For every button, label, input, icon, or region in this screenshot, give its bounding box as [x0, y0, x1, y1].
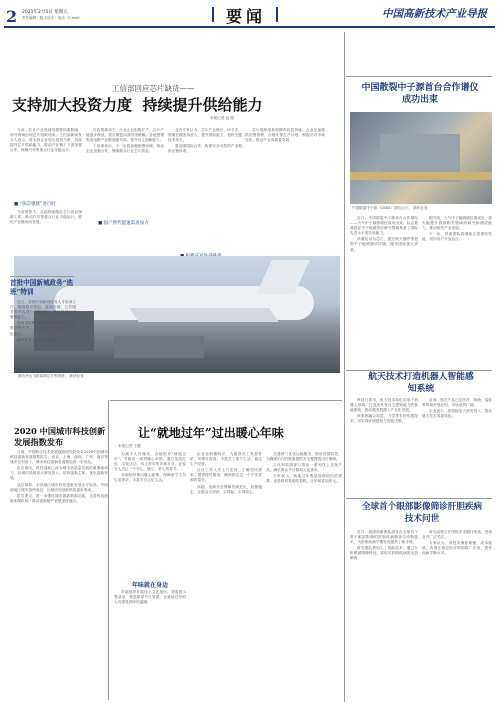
masthead-editor-line: 责任编辑 · 版式设计 · 电话 · E-mail [22, 16, 80, 20]
right-story1-photo [350, 112, 492, 204]
side-left-body: 近日，多地开展新城政务人才培训工作，围绕数字政府、营商环境、公共服务等内容进行专题培训，提升基层干部履职能力。 培训采取集中授课、案例教学、现场教学等方式，进一步提升干部队伍专业化能力。 新华社发 新华社记者 摄 [10, 300, 76, 342]
lead-body-col2: 在政策推动下，行业企业积极扩产，芯片产能逐步释放，供应紧张局面有望缓解。各地围绕集成电路产业链加强布局，提升自主创新能力。 工信部表示，下一步将加强统筹协调，推动企业加强合作，保障重点行业芯片供应。 [86, 128, 164, 154]
lead-kicker: 工信部回应芯片缺货—— [112, 84, 195, 93]
cargo-cart [114, 336, 204, 358]
center-body-col3: 交通部门优化运输服务，做好疫情防控，为确需出行的旅客提供安全便捷的出行保障。 文化和旅游部门推出一系列线上文化产品，满足群众节日精神文化需求。 专家表示，就地过年既是疫情防控的需要，也是移风易俗的契机，让年味更加多元。 [266, 452, 342, 484]
center-headline: 让“就地过年”过出暖心年味 [138, 426, 284, 440]
column-divider-left [108, 400, 109, 700]
center-subhead: 年味就在身边 [132, 582, 169, 589]
lead-body-col1-b: 当前形势下，各地持续做好芯片供应保障工作，推动汽车等重点行业平稳运行，强化产业链协同发展。 [10, 210, 82, 225]
left-sidebar-rule [10, 276, 74, 277]
column-divider-right [344, 32, 345, 702]
right-story3-rule [346, 498, 492, 499]
section-bracket-right [276, 7, 278, 22]
right-story3-body-1: 近日，我国科研团队研发出全球首个基于眼部影像的肝胆疾病筛查与诊断技术，为肝胆疾病早期发现提供了新手段。 研究团队利用人工智能技术，通过分析眼部图像特征，实现对肝胆疾病的无创筛查。 [350, 530, 418, 561]
center-body-col1-b: 多地组织开展线上文艺演出、非遗展示等活动，营造浓厚节日氛围，让就地过年的人们感受到家的温暖。 [114, 590, 186, 605]
side-bottom-left-body-1: 日前，中国科学技术发展战略研究院发布2020中国城市科技创新发展指数报告，北京、上海、深圳、广州、南京等城市位列前十，城市科技创新发展格局进一步优化。 报告指出，科技创新已成为城市高质量发展的重要驱动力，各城市持续加大研发投入，培育创新主体，优化创新环境。 从区域看，东部地区城市科技创新发展水平较高，中西部地区城市加快追赶，区域协同创新格局逐步形成。 报告建议，进一步强化城市创新策源功能，完善科技创新体制机制，推动创新链产业链深度融合。 [10, 450, 108, 503]
masthead-brand: 中国高新技术产业导报 [382, 8, 487, 20]
lead-body-col4: 芯片短缺现象短期内仍将持续，企业应加强供应链管理，合理安排生产计划，积极应对市场变化，推动产业高质量发展。 [245, 128, 325, 143]
center-byline: 本报记者 王健 [118, 444, 141, 448]
right-story2-body-1: 科技日报讯，航天技术转化应用于机器人领域，打造出具有自主感知能力的智能系统，推动服务机器人产业化发展。 该系统融合视觉、力觉等多种传感技术，可实现环境感知与智能决策。 [350, 398, 418, 424]
right-story1-body-2: 据介绍，大气中子辐照谱仪建成后，将大幅提升我国相关领域的研究和测试能力，推动相关产业发展。 下一步，科研团队将继续完善谱仪性能，面向用户开放运行。 [422, 216, 492, 242]
right-story3-body-2: 研究成果已在国际学术期刊发表，受到业内广泛关注。 专家认为，该技术操作简便、成本较低，有望在基层医疗机构推广应用，提升疾病早筛水平。 [422, 530, 492, 556]
lead-subhead-2: ■ 国产替代提速需再加力 [98, 221, 149, 226]
section-bracket-left [212, 7, 214, 22]
lead-headline: 支持加大投资力度 持续提升供给能力 [12, 96, 263, 114]
masthead [0, 0, 499, 30]
right-story2-rule [346, 370, 492, 371]
side-bottom-left-headline: 2020 中国城市科技创新发展指数发布 [14, 426, 106, 447]
right-story1-body-1: 近日，中国散裂中子源首台合作谱仪——大气中子辐照谱仪成功出束，标志着我国在中子辐照效应研究领域具备了国际先进水平的实验能力。 该谱仪可为芯片、航空航天器件等提供中子辐照测试环境，服务国家重大需求。 [350, 216, 418, 252]
page-number: 2 [6, 7, 18, 26]
lead-photo-caption: 图为货运飞机装载芯片等物资。 新华社发 [18, 374, 84, 378]
right-story1-headline: 中国散裂中子源首台合作谱仪成功出束 [361, 83, 479, 105]
right-story1-rule [346, 76, 492, 77]
plane-wing [129, 308, 279, 322]
lead-body-text: 当前，芯片产业受到疫情等因素影响，部分领域出现芯片短缺现象。工信部新闻发言人表示，将支持企业加大投资力度，持续提升芯片供给能力，推动产业链上下游加强合作，保障汽车等重点行业平稳运行。 [10, 128, 82, 153]
center-body-col2: 企业也积极响应，为留岗员工发放补贴、安排年夜饭，丰富员工春节生活，稳定生产经营。 社区工作人员上门走访，了解居民需求，提供便民服务，确保群众过一个平安祥和的春节。 商超、电商平台保障货源充足，价格稳定，让群众买得到、买得起、买得放心。 [190, 452, 262, 494]
lead-body-col3: 业内专家认为，芯片产业链长、环节多，需要长期坚持投入，提升供给能力，加快关键技术攻关。 要加强国际合作，构建安全可控的产业链供应链体系。 [168, 128, 242, 154]
lead-subhead-1: ■ “扶芯强链”进行时 [14, 202, 56, 207]
side-left-headline: 首批中国新城政务“选班”特训 [10, 279, 74, 296]
facility-pipe [350, 172, 492, 180]
masthead-rule [4, 26, 495, 28]
dateline: 2021年2月5日 星期五 [22, 10, 68, 15]
right-story1-caption: 中国散裂中子源（CSNS）谱仪大厅。 新华社发 [352, 206, 428, 210]
center-body-col1: 为减少人员流动，各地倡导“就地过年”，并推出一系列暖心举措，通过发放红包、文化活动、线上拜年等多种方式，让留守人员过一个安心、暖心、舒心的春节。 各地纷纷推出暖心政策，保障留守人员生活需求，丰富节日文化生活。 [114, 452, 186, 483]
right-story2-headline: 航天技术打造机器人智能感知系统 [368, 372, 474, 394]
right-story3-headline: 全球首个眼部影像筛诊肝胆疾病技术问世 [361, 502, 483, 524]
right-story2-body-2: 目前，相关产品已在医疗、物流、巡检等领域开展应用，市场前景广阔。 企业表示，将持续加大研发投入，推动航天技术成果转化。 [422, 398, 492, 419]
center-story-rule [110, 400, 342, 401]
lead-byline: 本报记者 赵 超 [210, 116, 234, 120]
section-title: 要闻 [226, 7, 267, 26]
